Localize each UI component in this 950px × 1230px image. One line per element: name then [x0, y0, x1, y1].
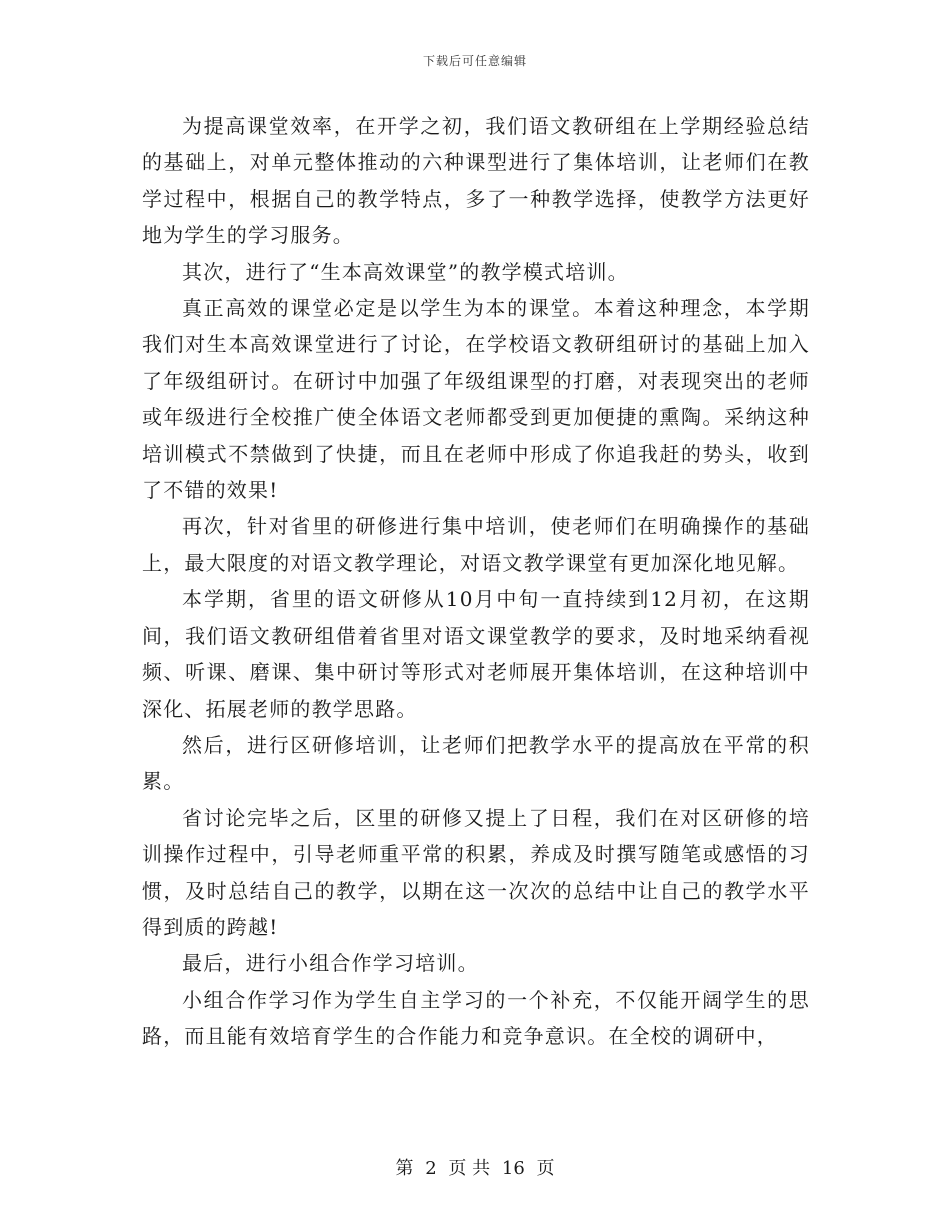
current-page-number: 2: [425, 1158, 437, 1179]
paragraph: 真正高效的课堂必定是以学生为本的课堂。本着这种理念，本学期我们对生本高效课堂进行了讨论，在学校语文教研组研讨的基础上加入了年级组研讨。在研讨中加强了年级组课型的打磨，对表现突出的老师或年级进行全校推广使全体语文老师都受到更加便捷的熏陶。采纳这种培训模式不禁做到了快捷，而且在老师中形成了你追我赶的势头，收到了不错的效果!: [142, 296, 810, 503]
paragraph: 小组合作学习作为学生自主学习的一个补充，不仅能开阔学生的思路，而且能有效培育学生的合作能力和竞争意识。在全校的调研中，: [142, 987, 810, 1049]
document-body: [142, 108, 810, 1055]
paragraph: 其次，进行了“生本高效课堂”的教学模式培训。: [182, 259, 629, 284]
page-header: 下载后可任意编辑: [422, 54, 527, 68]
footer-prefix: 第: [395, 1158, 414, 1179]
paragraph: 省讨论完毕之后，区里的研修又提上了日程，我们在对区研修的培训操作过程中，引导老师重平常的积累，养成及时撰写随笔或感悟的习惯，及时总结自己的教学，以期在这一次次的总结中让自己的教学水平得到质的跨越!: [142, 805, 810, 939]
paragraph: 本学期，省里的语文研修从10月中旬一直持续到12月初，在这期间，我们语文教研组借着省里对语文课堂教学的要求，及时地采纳看视频、听课、磨课、集中研讨等形式对老师展开集体培训，在这种培训中深化、拓展老师的教学思路。: [142, 587, 810, 721]
footer-suffix: 页: [536, 1158, 555, 1179]
paragraph: 然后，进行区研修培训，让老师们把教学水平的提高放在平常的积累。: [142, 732, 810, 794]
total-page-count: 16: [501, 1158, 525, 1179]
footer-mid: 页 共: [448, 1158, 491, 1179]
page-number-footer: [0, 1154, 950, 1180]
paragraph: 最后，进行小组合作学习培训。: [182, 951, 479, 976]
paragraph: 为提高课堂效率，在开学之初，我们语文教研组在上学期经验总结的基础上，对单元整体推动的六种课型进行了集体培训，让老师们在教学过程中，根据自己的教学特点，多了一种教学选择，使教学方法更好地为学生的学习服务。: [142, 114, 810, 248]
paragraph: 再次，针对省里的研修进行集中培训，使老师们在明确操作的基础上，最大限度的对语文教学理论，对语文教学课堂有更加深化地见解。: [142, 514, 810, 575]
